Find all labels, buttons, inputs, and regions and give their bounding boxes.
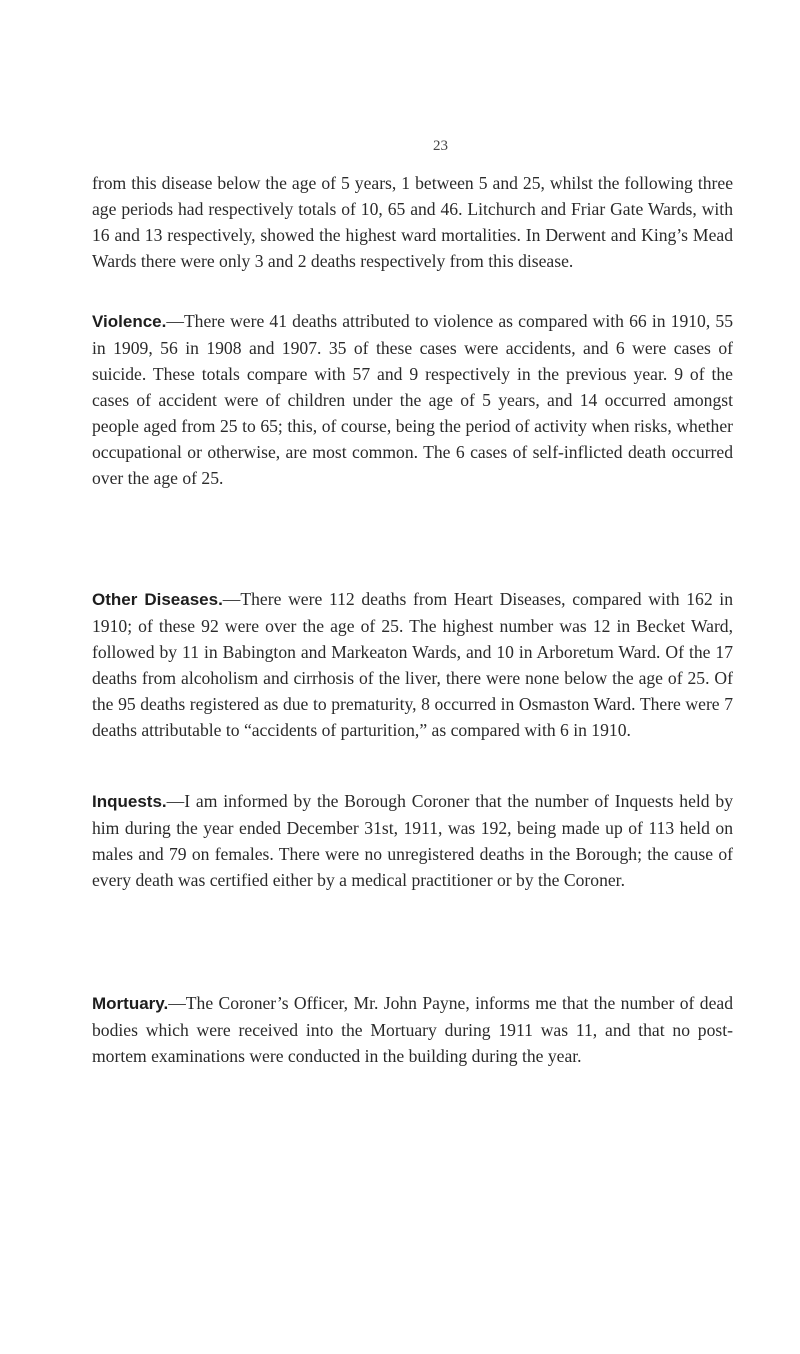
heading-other-diseases: Other Diseases.: [92, 590, 223, 609]
heading-inquests: Inquests.: [92, 792, 167, 811]
paragraph-violence: [92, 308, 733, 491]
paragraph-inquests: [92, 788, 733, 893]
paragraph-other-diseases-body: —There were 112 deaths from Heart Diseases, compared with 162 in 1910; of these 92 were over the age of 25. The highest number was 12 in Becket Ward, followed by 11 in Babington and Markeaton Wards, and 10 in Arboretum Ward. Of the 17 deaths from alcoholism and cirrhosis of the liver, there were none below the age of 25. Of the 95 deaths registered as due to prematurity, 8 occurred in Osmaston Ward. There were 7 deaths attributable to “accidents of parturition,” as compared with 6 in 1910.: [92, 589, 733, 740]
page-number: 23: [433, 138, 448, 154]
paragraph-violence-body: —There were 41 deaths attributed to violence as compared with 66 in 1910, 55 in 1909, 56 in 1908 and 1907. 35 of these cases were accidents, and 6 were cases of suicide. These totals compare with 57 and 9 respectively in the previous year. 9 of the cases of accident were of children under the age of 5 years, and 14 occurred amongst people aged from 25 to 65; this, of course, being the period of activity when risks, whether occupational or otherwise, are most common. The 6 cases of self-inflicted death occurred over the age of 25.: [92, 311, 733, 488]
paragraph-other-diseases: [92, 586, 733, 743]
paragraph-inquests-body: —I am informed by the Borough Coroner that the number of Inquests held by him during the year ended December 31st, 1911, was 192, being made up of 113 held on males and 79 on females. There were no unregistered deaths in the Borough; the cause of every death was certified either by a medical practitioner or by the Coroner.: [92, 791, 733, 890]
paragraph-mortuary: [92, 990, 733, 1069]
heading-violence: Violence.: [92, 312, 167, 331]
paragraph-mortuary-body: —The Coroner’s Officer, Mr. John Payne, informs me that the number of dead bodies which were received into the Mortuary during 1911 was 11, and that no post-mortem examinations were conducted in the building during the year.: [92, 993, 733, 1066]
paragraph-intro: from this disease below the age of 5 years, 1 between 5 and 25, whilst the following three age periods had respectively totals of 10, 65 and 46. Litchurch and Friar Gate Wards, with 16 and 13 respectively, showed the highest ward mortalities. In Derwent and King’s Mead Wards there were only 3 and 2 deaths respectively from this disease.: [92, 173, 733, 271]
heading-mortuary: Mortuary.: [92, 994, 169, 1013]
